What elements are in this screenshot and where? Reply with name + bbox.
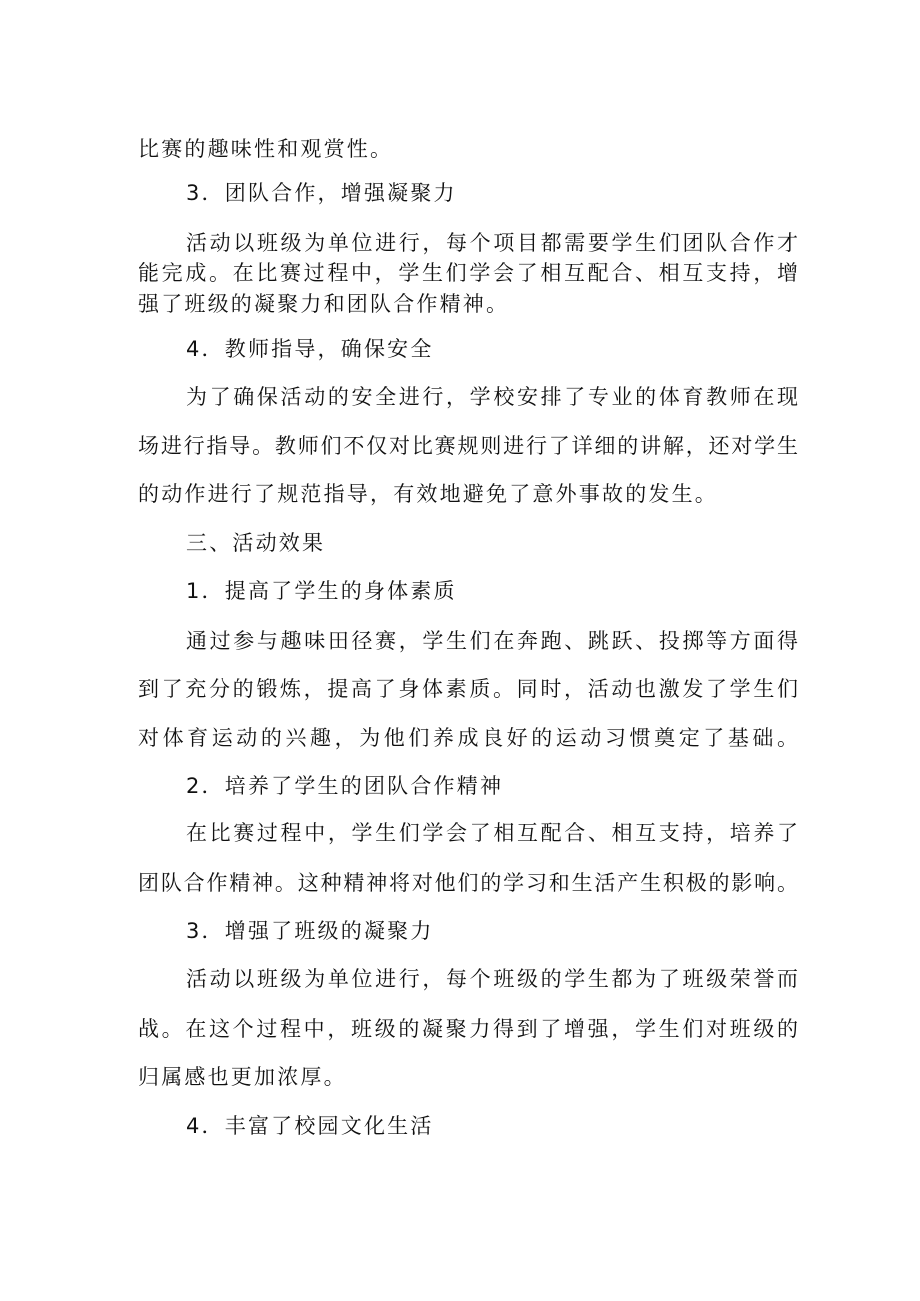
paragraph-line: 能完成。在比赛过程中，学生们学会了相互配合、相互支持，增	[138, 261, 798, 285]
section-heading: 3．团队合作，增强凝聚力	[186, 181, 457, 205]
paragraph-line: 战。在这个过程中，班级的凝聚力得到了增强，学生们对班级的	[138, 1017, 798, 1041]
paragraph-line: 对体育运动的兴趣，为他们养成良好的运动习惯奠定了基础。	[138, 726, 798, 750]
paragraph-line: 比赛的趣味性和观赏性。	[138, 137, 394, 161]
section-heading: 4．教师指导，确保安全	[186, 337, 434, 361]
section-heading: 1．提高了学生的身体素质	[186, 579, 457, 603]
paragraph-line: 场进行指导。教师们不仅对比赛规则进行了详细的讲解，还对学生	[138, 434, 798, 458]
paragraph-line: 为了确保活动的安全进行，学校安排了专业的体育教师在现	[186, 385, 798, 409]
paragraph-line: 的动作进行了规范指导，有效地避免了意外事故的发生。	[138, 482, 718, 506]
paragraph-line: 归属感也更加浓厚。	[138, 1065, 347, 1089]
paragraph-line: 在比赛过程中，学生们学会了相互配合、相互支持，培养了	[186, 821, 798, 845]
section-heading: 3．增强了班级的凝聚力	[186, 919, 434, 943]
paragraph-line: 活动以班级为单位进行，每个项目都需要学生们团队合作才	[186, 231, 798, 255]
paragraph-line: 强了班级的凝聚力和团队合作精神。	[138, 292, 510, 316]
paragraph-line: 团队合作精神。这种精神将对他们的学习和生活产生积极的影响。	[138, 871, 798, 895]
section-heading: 2．培养了学生的团队合作精神	[186, 774, 504, 798]
paragraph-line: 通过参与趣味田径赛，学生们在奔跑、跳跃、投掷等方面得	[186, 629, 798, 653]
paragraph-line: 活动以班级为单位进行，每个班级的学生都为了班级荣誉而	[186, 967, 798, 991]
section-heading: 4．丰富了校园文化生活	[186, 1114, 434, 1138]
paragraph-line: 到了充分的锻炼，提高了身体素质。同时，活动也激发了学生们	[138, 677, 798, 701]
section-heading: 三、活动效果	[186, 531, 326, 555]
